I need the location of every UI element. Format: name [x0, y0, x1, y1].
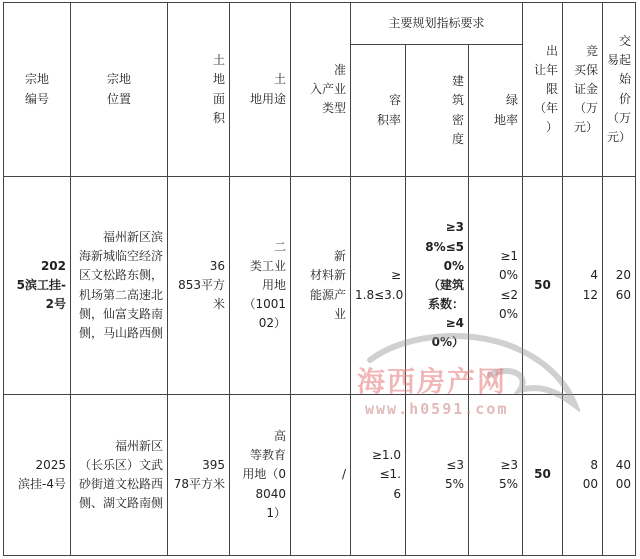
watermark-text: 海西房产网	[357, 365, 508, 398]
cell-term: 50	[523, 177, 563, 395]
header-planning-indicators: 主要规划指标要求	[351, 3, 523, 45]
cell-industry-type: /	[291, 395, 351, 556]
header-deposit: 竞 买保 证金 （万 元）	[563, 3, 603, 177]
header-term: 出 让年 限（年 ）	[523, 3, 563, 177]
cell-start-price: 20 60	[603, 177, 636, 395]
cell-land-use: 高 等教育 用地（0 8040 1）	[230, 395, 291, 556]
land-auction-table	[3, 2, 636, 556]
header-start-price: 交 易起始 价（万 元）	[603, 3, 636, 177]
cell-green-ratio: ≥1 0% ≤2 0%	[469, 177, 523, 395]
table-row	[4, 177, 636, 395]
cell-building-density: ≤3 5%	[406, 395, 469, 556]
cell-location: 福州新区滨 海新城临空经济 区文松路东侧， 机场第二高速北 侧，仙富支路南 侧，马山路西侧	[71, 177, 168, 395]
cell-area: 36 853平方 米	[168, 177, 230, 395]
cell-floor-area-ratio: ≥1.0 ≤1. 6	[351, 395, 406, 556]
header-area: 土 地 面 积	[168, 3, 230, 177]
cell-industry-type: 新 材料新 能源产 业	[291, 177, 351, 395]
cell-deposit: 4 12	[563, 177, 603, 395]
header-location: 宗地 位置	[71, 3, 168, 177]
table-row	[4, 395, 636, 556]
cell-lot-no: 2025 滨挂-4号	[4, 395, 71, 556]
header-industry-type: 准 入产业 类型	[291, 3, 351, 177]
cell-floor-area-ratio: ≥ 1.8≤3.0	[351, 177, 406, 395]
header-green-ratio: 绿 地率	[469, 45, 523, 177]
cell-land-use: 二 类工业 用地 （1001 02）	[230, 177, 291, 395]
header-land-use: 土 地用途	[230, 3, 291, 177]
cell-building-density: ≥3 8%≤5 0% （建筑 系数： ≥4 0%）	[406, 177, 469, 395]
cell-deposit: 8 00	[563, 395, 603, 556]
cell-term: 50	[523, 395, 563, 556]
cell-area: 395 78平方米	[168, 395, 230, 556]
cell-location: 福州新区 （长乐区）文武 砂街道文松路西 侧、湖文路南侧	[71, 395, 168, 556]
header-building-density: 建 筑 密 度	[406, 45, 469, 177]
header-floor-area-ratio: 容 积率	[351, 45, 406, 177]
cell-lot-no: 202 5滨工挂- 2号	[4, 177, 71, 395]
cell-green-ratio: ≥3 5%	[469, 395, 523, 556]
cell-start-price: 40 00	[603, 395, 636, 556]
watermark-url: www.h0591.com	[365, 400, 509, 418]
header-lot-no: 宗地 编号	[4, 3, 71, 177]
